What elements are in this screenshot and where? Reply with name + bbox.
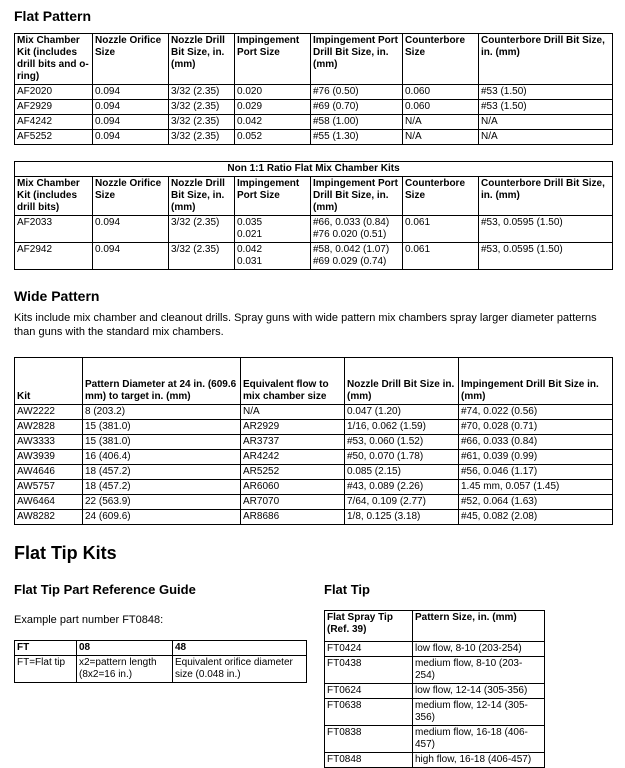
column-header: Mix Chamber Kit (includes drill bits): [15, 177, 93, 216]
table-cell: AF2942: [15, 243, 93, 270]
table-row: [325, 726, 545, 753]
table-row: [15, 435, 613, 450]
table-row: [15, 495, 613, 510]
flat-tip-kits-title: Flat Tip Kits: [14, 543, 117, 563]
table-cell: #52, 0.064 (1.63): [459, 495, 613, 510]
column-header: 48: [173, 641, 307, 656]
table-row: [325, 684, 545, 699]
table-cell: AW6464: [15, 495, 83, 510]
table-row: [15, 465, 613, 480]
table-cell: 0.029: [235, 100, 311, 115]
table-cell: AF5252: [15, 130, 93, 145]
table-row: [325, 642, 545, 657]
table-cell: 24 (609.6): [83, 510, 241, 525]
table-row: [325, 753, 545, 768]
table-cell: high flow, 16-18 (406-457): [413, 753, 545, 768]
column-header: Pattern Diameter at 24 in. (609.6 mm) to target in. (mm): [83, 358, 241, 405]
table-cell: AR7070: [241, 495, 345, 510]
cell-line: #58, 0.042 (1.07): [313, 244, 390, 255]
table-cell: 1/16, 0.062 (1.59): [345, 420, 459, 435]
table-cell: medium flow, 16-18 (406-457): [413, 726, 545, 753]
table-cell: [311, 243, 403, 270]
table-cell: 7/64, 0.109 (2.77): [345, 495, 459, 510]
table-cell: low flow, 8-10 (203-254): [413, 642, 545, 657]
table-header-row: [15, 177, 613, 216]
table-cell: [235, 216, 311, 243]
table-cell: 0.094: [93, 130, 169, 145]
column-header: Flat Spray Tip (Ref. 39): [325, 611, 413, 642]
table-row: [15, 405, 613, 420]
table-cell: N/A: [403, 115, 479, 130]
table-row: [15, 85, 613, 100]
table-row: [325, 699, 545, 726]
table-header-row: [15, 641, 307, 656]
table-cell: N/A: [241, 405, 345, 420]
table-cell: AW3939: [15, 450, 83, 465]
table-row: [15, 420, 613, 435]
table-cell: #61, 0.039 (0.99): [459, 450, 613, 465]
table-cell: #53 (1.50): [479, 100, 613, 115]
table-cell: FT0838: [325, 726, 413, 753]
table-cell: 18 (457.2): [83, 465, 241, 480]
column-header: Equivalent flow to mix chamber size: [241, 358, 345, 405]
table-row: [15, 243, 613, 270]
table-cell: AR4242: [241, 450, 345, 465]
column-header: Counterbore Drill Bit Size, in. (mm): [479, 34, 613, 85]
table-cell: AW2222: [15, 405, 83, 420]
column-header: 08: [77, 641, 173, 656]
table-header-row: [325, 611, 545, 642]
table-cell: 3/32 (2.35): [169, 85, 235, 100]
reference-guide-title: Flat Tip Part Reference Guide: [14, 582, 196, 597]
table-cell: AF2033: [15, 216, 93, 243]
table-cell: AR6060: [241, 480, 345, 495]
table-cell: AF2929: [15, 100, 93, 115]
table-cell: 8 (203.2): [83, 405, 241, 420]
table-cell: AR2929: [241, 420, 345, 435]
table-row: [15, 656, 307, 683]
table-cell: 15 (381.0): [83, 420, 241, 435]
column-header: FT: [15, 641, 77, 656]
table-cell: 3/32 (2.35): [169, 130, 235, 145]
column-header: Mix Chamber Kit (includes drill bits and o-ring): [15, 34, 93, 85]
table-cell: AR5252: [241, 465, 345, 480]
table-row: [15, 480, 613, 495]
table-cell: 18 (457.2): [83, 480, 241, 495]
table-cell: #55 (1.30): [311, 130, 403, 145]
column-header: Counterbore Size: [403, 177, 479, 216]
wide-pattern-table: [14, 357, 613, 525]
table-cell: 0.020: [235, 85, 311, 100]
table-row: [15, 130, 613, 145]
cell-line: 0.031: [237, 256, 263, 267]
cell-line: 0.021: [237, 229, 263, 240]
table-row: [325, 657, 545, 684]
table-cell: #53, 0.0595 (1.50): [479, 216, 613, 243]
table-cell: 0.094: [93, 216, 169, 243]
table-cell: FT0638: [325, 699, 413, 726]
table-header-row: [15, 358, 613, 405]
flat-tip-table: [324, 610, 545, 768]
table-cell: #45, 0.082 (2.08): [459, 510, 613, 525]
table-cell: #70, 0.028 (0.71): [459, 420, 613, 435]
cell-line: #69 0.029 (0.74): [313, 256, 387, 267]
table-cell: 0.052: [235, 130, 311, 145]
table-cell: 16 (406.4): [83, 450, 241, 465]
wide-pattern-title: Wide Pattern: [14, 288, 100, 304]
column-header: Nozzle Orifice Size: [93, 34, 169, 85]
table-cell: 0.085 (2.15): [345, 465, 459, 480]
table-cell: #53, 0.0595 (1.50): [479, 243, 613, 270]
table-cell: 3/32 (2.35): [169, 243, 235, 270]
table-cell: 3/32 (2.35): [169, 115, 235, 130]
table-cell: low flow, 12-14 (305-356): [413, 684, 545, 699]
table-cell: #74, 0.022 (0.56): [459, 405, 613, 420]
table-cell: 0.094: [93, 85, 169, 100]
table-cell: FT0438: [325, 657, 413, 684]
column-header: Impingement Port Size: [235, 34, 311, 85]
table-cell: #66, 0.033 (0.84): [459, 435, 613, 450]
reference-guide-table: [14, 640, 307, 683]
wide-pattern-description: Kits include mix chamber and cleanout drills. Spray guns with wide pattern mix chambers spray larger diameter patterns than guns with the standard mix chambers.: [14, 312, 597, 338]
table-header-row: [15, 34, 613, 85]
example-part-number: Example part number FT0848:: [14, 614, 164, 626]
table-cell: 0.047 (1.20): [345, 405, 459, 420]
table-cell: 1.45 mm, 0.057 (1.45): [459, 480, 613, 495]
table-cell: 0.061: [403, 243, 479, 270]
table-row: [15, 216, 613, 243]
column-header: Nozzle Drill Bit Size in. (mm): [345, 358, 459, 405]
table-cell: 1/8, 0.125 (3.18): [345, 510, 459, 525]
column-header: Kit: [15, 358, 83, 405]
table-cell: #53 (1.50): [479, 85, 613, 100]
table-row: [15, 450, 613, 465]
column-header: Impingement Drill Bit Size in. (mm): [459, 358, 613, 405]
table-cell: AW4646: [15, 465, 83, 480]
table-row: [15, 510, 613, 525]
cell-line: #66, 0.033 (0.84): [313, 217, 390, 228]
table-cell: #50, 0.070 (1.78): [345, 450, 459, 465]
table-cell: AW2828: [15, 420, 83, 435]
table-cell: 0.060: [403, 100, 479, 115]
table-caption: Non 1:1 Ratio Flat Mix Chamber Kits: [15, 162, 613, 177]
table-cell: 0.060: [403, 85, 479, 100]
non-ratio-table: [14, 161, 613, 270]
table-cell: 3/32 (2.35): [169, 100, 235, 115]
cell-line: 0.035: [237, 217, 263, 228]
table-cell: N/A: [479, 115, 613, 130]
column-header: Impingement Port Drill Bit Size, in. (mm): [311, 34, 403, 85]
column-header: Counterbore Size: [403, 34, 479, 85]
table-cell: FT0848: [325, 753, 413, 768]
column-header: Impingement Port Size: [235, 177, 311, 216]
table-cell: #58 (1.00): [311, 115, 403, 130]
cell-line: 0.042: [237, 244, 263, 255]
table-cell: AW5757: [15, 480, 83, 495]
table-cell: #56, 0.046 (1.17): [459, 465, 613, 480]
table-cell: #53, 0.060 (1.52): [345, 435, 459, 450]
table-cell: 3/32 (2.35): [169, 216, 235, 243]
table-cell: AR3737: [241, 435, 345, 450]
table-cell: FT=Flat tip: [15, 656, 77, 683]
table-cell: AW3333: [15, 435, 83, 450]
table-cell: 0.042: [235, 115, 311, 130]
column-header: Counterbore Drill Bit Size, in. (mm): [479, 177, 613, 216]
table-cell: AF2020: [15, 85, 93, 100]
table-cell: AR8686: [241, 510, 345, 525]
table-cell: #76 (0.50): [311, 85, 403, 100]
column-header: Nozzle Orifice Size: [93, 177, 169, 216]
table-cell: medium flow, 12-14 (305-356): [413, 699, 545, 726]
cell-line: #76 0.020 (0.51): [313, 229, 387, 240]
table-cell: medium flow, 8-10 (203-254): [413, 657, 545, 684]
column-header: Nozzle Drill Bit Size, in. (mm): [169, 34, 235, 85]
table-cell: #69 (0.70): [311, 100, 403, 115]
table-caption-row: [15, 162, 613, 177]
table-cell: x2=pattern length (8x2=16 in.): [77, 656, 173, 683]
flat-pattern-table: [14, 33, 613, 145]
table-row: [15, 115, 613, 130]
flat-tip-title: Flat Tip: [324, 582, 370, 597]
column-header: Impingement Port Drill Bit Size, in. (mm): [311, 177, 403, 216]
flat-pattern-title: Flat Pattern: [14, 8, 92, 24]
column-header: Nozzle Drill Bit Size, in. (mm): [169, 177, 235, 216]
table-cell: [235, 243, 311, 270]
table-cell: FT0624: [325, 684, 413, 699]
column-header: Pattern Size, in. (mm): [413, 611, 545, 642]
table-cell: AF4242: [15, 115, 93, 130]
table-row: [15, 100, 613, 115]
table-cell: 0.094: [93, 115, 169, 130]
table-cell: [311, 216, 403, 243]
table-cell: 15 (381.0): [83, 435, 241, 450]
table-cell: 0.094: [93, 243, 169, 270]
table-cell: AW8282: [15, 510, 83, 525]
table-cell: 22 (563.9): [83, 495, 241, 510]
table-cell: 0.061: [403, 216, 479, 243]
table-cell: N/A: [479, 130, 613, 145]
table-cell: FT0424: [325, 642, 413, 657]
table-cell: N/A: [403, 130, 479, 145]
table-cell: 0.094: [93, 100, 169, 115]
table-cell: #43, 0.089 (2.26): [345, 480, 459, 495]
table-cell: Equivalent orifice diameter size (0.048 in.): [173, 656, 307, 683]
